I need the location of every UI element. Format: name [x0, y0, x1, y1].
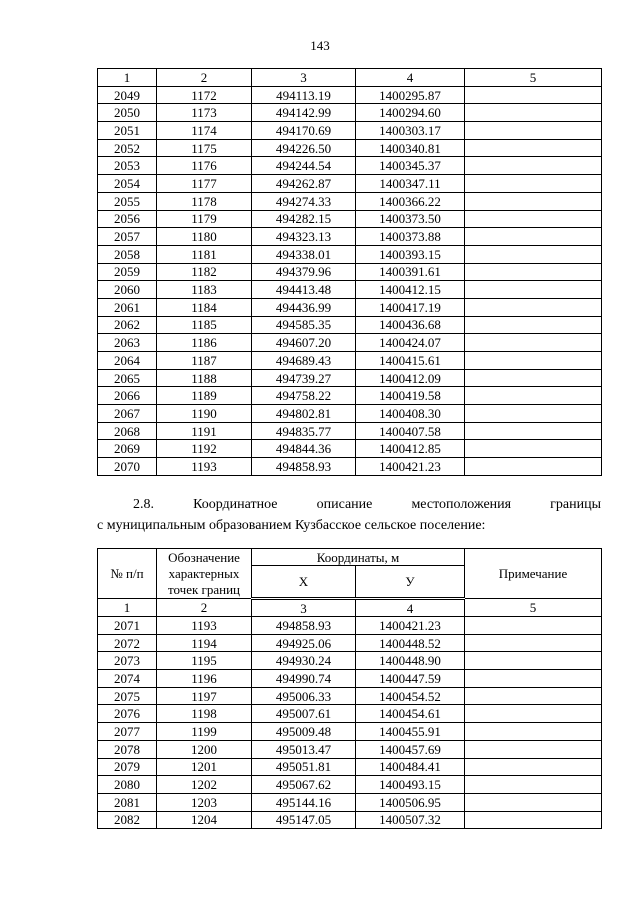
- table-cell: 2059: [98, 263, 157, 281]
- section-word: местоположения: [411, 497, 512, 512]
- table-row: [98, 670, 602, 688]
- table-cell: 1400506.95: [356, 793, 465, 811]
- table-cell: 1400419.58: [356, 387, 465, 405]
- table-cell: 1400412.15: [356, 281, 465, 299]
- table-cell: 2080: [98, 776, 157, 794]
- table-cell: 1194: [157, 634, 252, 652]
- table-cell: 495147.05: [252, 811, 356, 829]
- table-cell: [465, 723, 602, 741]
- table-cell: 1400421.23: [356, 617, 465, 635]
- table-row: [98, 281, 602, 299]
- table-row: [98, 352, 602, 370]
- column-number-cell: 4: [356, 599, 465, 617]
- table-cell: [465, 776, 602, 794]
- table-cell: 1400340.81: [356, 139, 465, 157]
- section-word: описание: [316, 497, 373, 512]
- table-cell: 1400345.37: [356, 157, 465, 175]
- table-cell: 494835.77: [252, 422, 356, 440]
- table-row: [98, 104, 602, 122]
- table-cell: [465, 139, 602, 157]
- table-cell: 1202: [157, 776, 252, 794]
- table-cell: 1400417.19: [356, 298, 465, 316]
- table-cell: 2071: [98, 617, 157, 635]
- table-row: [98, 793, 602, 811]
- table-cell: 2067: [98, 405, 157, 423]
- table-cell: 1400391.61: [356, 263, 465, 281]
- table-cell: 2070: [98, 458, 157, 476]
- table-cell: 1400436.68: [356, 316, 465, 334]
- section-number: 2.8.: [133, 497, 154, 512]
- table-cell: 1188: [157, 369, 252, 387]
- table-cell: [465, 811, 602, 829]
- section-heading-line1: [97, 494, 601, 515]
- table-cell: [465, 122, 602, 140]
- table-row: [98, 210, 602, 228]
- table-cell: 494244.54: [252, 157, 356, 175]
- table-cell: 2061: [98, 298, 157, 316]
- table-cell: 1400457.69: [356, 740, 465, 758]
- column-number-cell: 2: [157, 69, 252, 87]
- section-word: Координатное: [193, 497, 278, 512]
- table-cell: 1400493.15: [356, 776, 465, 794]
- table-cell: [465, 157, 602, 175]
- table-row: [98, 263, 602, 281]
- table-cell: 1400454.61: [356, 705, 465, 723]
- header-coordinates: Координаты, м: [252, 549, 465, 566]
- table-cell: 494585.35: [252, 316, 356, 334]
- table-cell: 494142.99: [252, 104, 356, 122]
- table-cell: 1400373.88: [356, 228, 465, 246]
- table-cell: 494323.13: [252, 228, 356, 246]
- column-number-cell: 3: [252, 69, 356, 87]
- header-y: У: [356, 566, 465, 599]
- table-cell: 1193: [157, 617, 252, 635]
- table-row: [98, 422, 602, 440]
- table-row: [98, 634, 602, 652]
- header-point-designation: Обозначение характерных точек границ: [157, 549, 252, 599]
- table-cell: 1400421.23: [356, 458, 465, 476]
- table-cell: [465, 228, 602, 246]
- table-cell: 494274.33: [252, 192, 356, 210]
- table-cell: 2056: [98, 210, 157, 228]
- table-cell: [465, 245, 602, 263]
- table-row: [98, 758, 602, 776]
- table-cell: 495051.81: [252, 758, 356, 776]
- table-cell: 1400393.15: [356, 245, 465, 263]
- table-cell: [465, 617, 602, 635]
- table-cell: 2051: [98, 122, 157, 140]
- table-row: [98, 245, 602, 263]
- table-cell: 1400455.91: [356, 723, 465, 741]
- table-cell: 494413.48: [252, 281, 356, 299]
- table-cell: [465, 422, 602, 440]
- column-number-cell: 3: [252, 599, 356, 617]
- table-cell: 2068: [98, 422, 157, 440]
- table-cell: [465, 263, 602, 281]
- table-cell: 2063: [98, 334, 157, 352]
- table-cell: 1179: [157, 210, 252, 228]
- table-cell: [465, 740, 602, 758]
- table-cell: [465, 210, 602, 228]
- table-row: [98, 705, 602, 723]
- table-row: [98, 617, 602, 635]
- table-cell: 1175: [157, 139, 252, 157]
- table-cell: 2054: [98, 175, 157, 193]
- table-cell: [465, 104, 602, 122]
- table-row: [98, 157, 602, 175]
- table-cell: 494930.24: [252, 652, 356, 670]
- table-cell: [465, 298, 602, 316]
- table-cell: 1204: [157, 811, 252, 829]
- table-cell: 495067.62: [252, 776, 356, 794]
- table-row: [98, 687, 602, 705]
- table-cell: 2060: [98, 281, 157, 299]
- table-cell: 1400454.52: [356, 687, 465, 705]
- table-cell: 494858.93: [252, 458, 356, 476]
- table-cell: 2065: [98, 369, 157, 387]
- table-cell: 2066: [98, 387, 157, 405]
- table-cell: 1400408.30: [356, 405, 465, 423]
- table-cell: 2072: [98, 634, 157, 652]
- table-cell: [465, 352, 602, 370]
- table-cell: 2064: [98, 352, 157, 370]
- table-cell: 2052: [98, 139, 157, 157]
- table-cell: 1196: [157, 670, 252, 688]
- table-cell: 495013.47: [252, 740, 356, 758]
- table-cell: 1400373.50: [356, 210, 465, 228]
- table-cell: 1177: [157, 175, 252, 193]
- table-cell: [465, 86, 602, 104]
- table-row: [98, 811, 602, 829]
- table-cell: 495007.61: [252, 705, 356, 723]
- table-cell: 1198: [157, 705, 252, 723]
- section-word: границы: [550, 497, 601, 512]
- table-cell: 1180: [157, 228, 252, 246]
- coordinates-table-continued: [97, 68, 602, 476]
- table-cell: 1173: [157, 104, 252, 122]
- table-cell: 494338.01: [252, 245, 356, 263]
- table-row: [98, 192, 602, 210]
- table-cell: 494170.69: [252, 122, 356, 140]
- table-cell: 1400295.87: [356, 86, 465, 104]
- column-number-cell: 1: [98, 599, 157, 617]
- table-cell: 2062: [98, 316, 157, 334]
- table-cell: [465, 405, 602, 423]
- table-cell: 1400447.59: [356, 670, 465, 688]
- table-cell: 1182: [157, 263, 252, 281]
- table-row: [98, 740, 602, 758]
- header-point-number: № п/п: [98, 549, 157, 599]
- column-number-row: [98, 599, 602, 617]
- table-cell: 495009.48: [252, 723, 356, 741]
- table-cell: 494858.93: [252, 617, 356, 635]
- table-row: [98, 86, 602, 104]
- table-cell: 1400294.60: [356, 104, 465, 122]
- table-cell: 2076: [98, 705, 157, 723]
- table-row: [98, 139, 602, 157]
- table-cell: 494689.43: [252, 352, 356, 370]
- table-row: [98, 228, 602, 246]
- table-cell: [465, 758, 602, 776]
- table-cell: 1186: [157, 334, 252, 352]
- table-cell: 494262.87: [252, 175, 356, 193]
- column-number-cell: 2: [157, 599, 252, 617]
- table-row: [98, 723, 602, 741]
- table-cell: 494739.27: [252, 369, 356, 387]
- table-row: [98, 652, 602, 670]
- table-cell: 1190: [157, 405, 252, 423]
- table-cell: 1400366.22: [356, 192, 465, 210]
- table-cell: 2055: [98, 192, 157, 210]
- table-cell: 1200: [157, 740, 252, 758]
- table-cell: 494607.20: [252, 334, 356, 352]
- table-cell: 1178: [157, 192, 252, 210]
- table-cell: 495144.16: [252, 793, 356, 811]
- table-cell: [465, 192, 602, 210]
- table-cell: 1400507.32: [356, 811, 465, 829]
- table-cell: 1400407.58: [356, 422, 465, 440]
- table-cell: 1189: [157, 387, 252, 405]
- table-row: [98, 316, 602, 334]
- table-cell: 494379.96: [252, 263, 356, 281]
- table-cell: 1176: [157, 157, 252, 175]
- table-cell: [465, 670, 602, 688]
- table-cell: [465, 634, 602, 652]
- table-cell: 494990.74: [252, 670, 356, 688]
- header-note: Примечание: [465, 549, 602, 599]
- column-number-cell: 5: [465, 599, 602, 617]
- table-cell: 2050: [98, 104, 157, 122]
- table-cell: 1191: [157, 422, 252, 440]
- table-cell: 1181: [157, 245, 252, 263]
- table-row: [98, 440, 602, 458]
- table-cell: 494226.50: [252, 139, 356, 157]
- table-cell: [465, 652, 602, 670]
- table-cell: 1199: [157, 723, 252, 741]
- table-cell: 494113.19: [252, 86, 356, 104]
- table-row: [98, 298, 602, 316]
- table-cell: [465, 175, 602, 193]
- table-cell: 2082: [98, 811, 157, 829]
- table-cell: 1400424.07: [356, 334, 465, 352]
- table-cell: 1201: [157, 758, 252, 776]
- table-cell: [465, 281, 602, 299]
- table-cell: 2053: [98, 157, 157, 175]
- table-cell: 1400415.61: [356, 352, 465, 370]
- table-cell: 2081: [98, 793, 157, 811]
- table-cell: 1183: [157, 281, 252, 299]
- page-number: 143: [310, 38, 330, 53]
- table-cell: 1400347.11: [356, 175, 465, 193]
- table-row: [98, 458, 602, 476]
- table-cell: 2049: [98, 86, 157, 104]
- table-cell: 494282.15: [252, 210, 356, 228]
- table-cell: 1195: [157, 652, 252, 670]
- column-number-row: [98, 69, 602, 87]
- table-cell: 494758.22: [252, 387, 356, 405]
- table-cell: [465, 705, 602, 723]
- column-number-cell: 1: [98, 69, 157, 87]
- table-row: [98, 387, 602, 405]
- table-cell: [465, 793, 602, 811]
- table-cell: 1400448.52: [356, 634, 465, 652]
- table-cell: 2073: [98, 652, 157, 670]
- table-row: [98, 122, 602, 140]
- table-cell: 1400303.17: [356, 122, 465, 140]
- table-cell: 1185: [157, 316, 252, 334]
- table-cell: 495006.33: [252, 687, 356, 705]
- table-row: [98, 369, 602, 387]
- table-cell: 2075: [98, 687, 157, 705]
- coordinates-table: [97, 548, 602, 829]
- table-cell: 494802.81: [252, 405, 356, 423]
- section-heading-line2: с муниципальным образованием Кузбасское сельское поселение:: [97, 518, 486, 533]
- table-cell: 2069: [98, 440, 157, 458]
- table-cell: 2078: [98, 740, 157, 758]
- table-row: [98, 334, 602, 352]
- table-cell: [465, 316, 602, 334]
- table-cell: 1203: [157, 793, 252, 811]
- table-cell: 494925.06: [252, 634, 356, 652]
- table-cell: 2077: [98, 723, 157, 741]
- table-cell: 1174: [157, 122, 252, 140]
- table-row: [98, 175, 602, 193]
- table-cell: [465, 369, 602, 387]
- header-x: X: [252, 566, 356, 599]
- table-cell: [465, 387, 602, 405]
- table-cell: [465, 458, 602, 476]
- table-cell: 1193: [157, 458, 252, 476]
- table-cell: 2074: [98, 670, 157, 688]
- table-cell: [465, 687, 602, 705]
- table-cell: 1400448.90: [356, 652, 465, 670]
- table-cell: 1400412.85: [356, 440, 465, 458]
- table-cell: 1197: [157, 687, 252, 705]
- table-row: [98, 776, 602, 794]
- table-cell: [465, 334, 602, 352]
- table-cell: 494844.36: [252, 440, 356, 458]
- column-number-cell: 5: [465, 69, 602, 87]
- table-cell: 2058: [98, 245, 157, 263]
- table-cell: 1187: [157, 352, 252, 370]
- table-cell: 1172: [157, 86, 252, 104]
- table-cell: 1400484.41: [356, 758, 465, 776]
- column-number-cell: 4: [356, 69, 465, 87]
- table-cell: 494436.99: [252, 298, 356, 316]
- table-cell: 1400412.09: [356, 369, 465, 387]
- table-cell: 2057: [98, 228, 157, 246]
- table-row: [98, 405, 602, 423]
- table-cell: 1184: [157, 298, 252, 316]
- table-cell: [465, 440, 602, 458]
- table-cell: 2079: [98, 758, 157, 776]
- table-cell: 1192: [157, 440, 252, 458]
